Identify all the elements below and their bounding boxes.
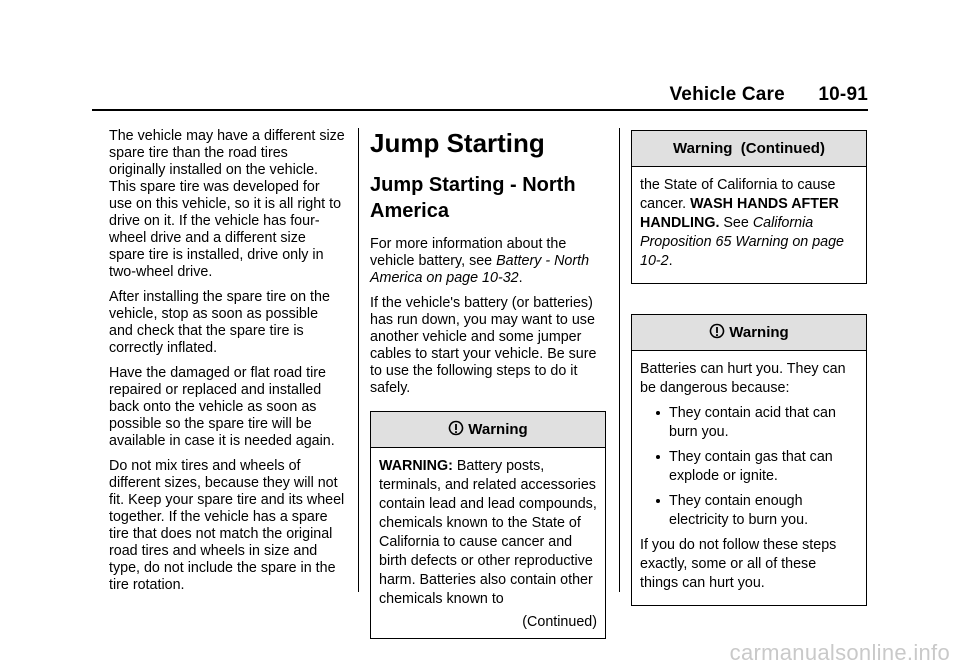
column-2 [370, 128, 606, 669]
list-item: They contain acid that can burn you. [656, 404, 858, 442]
list-item: They contain enough electricity to burn you. [656, 492, 858, 530]
warning-body: WARNING: Battery posts, terminals, and related accessories contain lead and lead compounds, chemicals known to the State of California to cause cancer and birth defects or other reproductive harm. Batteries also contain other chemicals known to (Continued) [379, 458, 597, 630]
continued-label: (Continued) [522, 614, 597, 630]
section-title: Vehicle Care [669, 84, 785, 105]
paragraph: If the vehicle's battery (or batteries) has run down, you may want to use another vehicle and some jumper cables to start your vehicle. Be sure to use the following steps to do it safely. [370, 295, 597, 396]
column-divider [619, 128, 620, 592]
paragraph: The vehicle may have a different size spare tire than the road tires originally installed on the vehicle. This spare tire was developed for use on this vehicle, so it is all right to drive on it. If the vehicle has four-wheel drive and a different size spare tire is installed, drive only in two-wheel drive. [109, 128, 345, 280]
paragraph: Have the damaged or flat road tire repaired or replaced and installed back onto the vehicle as soon as possible so the spare tire will be available in case it is needed again. [109, 365, 335, 449]
warning-body [632, 351, 866, 605]
list-item: They contain gas that can explode or ignite. [656, 448, 858, 486]
cross-reference: California Proposition 65 Warning on page 10-2 [640, 215, 845, 269]
column-3 [631, 130, 867, 636]
page-number: 10-91 [818, 84, 868, 105]
warning-box [631, 314, 867, 606]
warning-continued-box [631, 130, 867, 284]
warning-intro: Batteries can hurt you. They can be dangerous because: [640, 361, 846, 396]
warning-icon [448, 420, 464, 436]
column-1 [109, 128, 345, 602]
paragraph: After installing the spare tire on the vehicle, stop as soon as possible and check that the spare tire is correctly inflated. [109, 289, 330, 356]
warning-title: Warning [729, 324, 789, 341]
watermark: carmanualsonline.info [729, 640, 950, 665]
warning-lead: WARNING: [379, 458, 453, 474]
section-heading: Jump Starting [370, 128, 545, 158]
warning-header: Warning (Continued) [632, 131, 866, 167]
warning-icon [709, 323, 725, 339]
subsection-heading: Jump Starting - North America [370, 174, 576, 222]
column-divider [358, 128, 359, 592]
warning-header [371, 412, 605, 448]
warning-box [370, 411, 606, 639]
warning-closing: If you do not follow these steps exactly, some or all of these things can hurt you. [640, 537, 837, 591]
warning-body: the State of California to cause cancer. WASH HANDS AFTER HANDLING. See California Proposition 65 Warning on page 10-2. [640, 177, 845, 269]
paragraph: Do not mix tires and wheels of different sizes, because they will not fit. Keep your spare tire and its wheel together. If the vehicle has a spare tire that does not match the original road tires and wheels in size and type, do not include the spare in the tire rotation. [109, 458, 345, 593]
cross-reference: Battery - North America on page 10-32 [370, 253, 590, 286]
warning-header [632, 315, 866, 351]
header-rule [92, 109, 868, 111]
hazard-list [640, 404, 858, 530]
warning-title: Warning [468, 421, 528, 438]
paragraph: For more information about the vehicle battery, see Battery - North America on page 10-32. [370, 236, 590, 286]
page-header [669, 84, 868, 106]
